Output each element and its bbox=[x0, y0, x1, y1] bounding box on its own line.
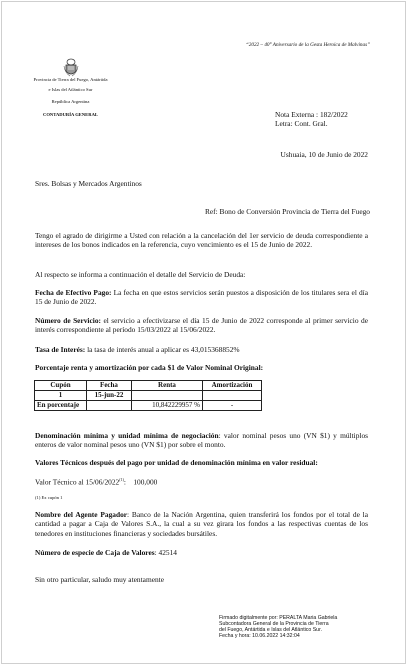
org-line-4: CONTADURÍA GENERAL bbox=[43, 112, 98, 117]
addressee: Sres. Bolsas y Mercados Argentinos bbox=[35, 179, 142, 188]
table-header-cupon: Cupón bbox=[35, 381, 87, 391]
interest-rate-text: la tasa de interés anual a aplicar es 43,015368852% bbox=[85, 345, 240, 354]
denomination-label: Denominación mínima y unidad mínima de negociación bbox=[35, 431, 219, 440]
signature-line-4: Fecha y hora: 10.06.2022 14:32:04 bbox=[219, 633, 300, 639]
digital-signature bbox=[219, 615, 337, 639]
note-letter: Letra: Cont. Gral. bbox=[275, 119, 328, 128]
paying-agent-paragraph bbox=[35, 510, 368, 538]
document-date: Ushuaia, 10 de Junio de 2022 bbox=[280, 150, 368, 159]
interest-rate-paragraph bbox=[35, 345, 368, 354]
payment-date-text: La fecha en que estos servicios serán puestos a disposición de los titulares sera el día 15 de Junio de 2022. bbox=[35, 288, 369, 307]
header-motto: “2022 – 40° Aniversario de la Gesta Heroica de Malvinas” bbox=[245, 42, 370, 48]
table-cell bbox=[203, 391, 262, 401]
footnote: (1) Ex cupón 1 bbox=[35, 495, 63, 500]
denomination-paragraph bbox=[35, 431, 368, 450]
table-cell: 10,842229957 % bbox=[132, 401, 203, 411]
species-number-label: Número de especie de Caja de Valores bbox=[35, 548, 155, 557]
payment-date-paragraph bbox=[35, 288, 368, 307]
technical-values-heading: Valores Técnicos después del pago por unidad de denominación mínima en valor residual: bbox=[35, 458, 318, 467]
signature-line-2: Subcontadora General de la Provincia de Tierra bbox=[219, 621, 329, 627]
service-number-text: el servicio a efectivizarse el día 15 de Junio de 2022 corresponde al primer servicio de interés correspondiente al período 15/03/2022 al 15/06/2022. bbox=[35, 316, 368, 335]
table-cell: - bbox=[203, 401, 262, 411]
technical-value-amount: : 100,000 bbox=[123, 477, 158, 487]
table-header-row bbox=[35, 381, 262, 391]
org-line-1: Provincia de Tierra del Fuego, Antártida bbox=[33, 77, 108, 82]
org-line-2: e Islas del Atlántico Sur bbox=[48, 87, 93, 92]
reference-line: Ref: Bono de Conversión Provincia de Tierra del Fuego bbox=[204, 207, 370, 216]
table-header-amortizacion: Amortización bbox=[203, 381, 262, 391]
paying-agent-label: Nombre del Agente Pagador bbox=[35, 510, 128, 519]
percentage-heading: Porcentaje renta y amortización por cada $1 de Valor Nominal Original: bbox=[35, 363, 264, 372]
intro-paragraph: Tengo el agrado de dirigirme a Usted con relación a la cancelación del 1er servicio de deuda correspondiente a intereses de los bonos indicados en la referencia, cuyo vencimiento es el 15 de Junio de 2022. bbox=[35, 231, 368, 250]
note-reference bbox=[275, 110, 348, 128]
service-number-paragraph bbox=[35, 316, 368, 335]
signature-line-1: Firmado digitalmente por: PERALTA Maria Gabriela bbox=[219, 615, 338, 621]
paying-agent-text: : Banco de la Nación Argentina, quien transferirá los fondos por el total de la cantidad a pagar a Caja de Valores S.A., la cual a su vez girara los fondos a las respectivas cuentas de los tenedores en instituciones financieras y sociedades bursátiles. bbox=[35, 510, 368, 538]
technical-value-label: Valor Técnico al 15/06/2022 bbox=[35, 477, 120, 487]
table-row bbox=[35, 391, 262, 401]
table-cell: 1 bbox=[35, 391, 87, 401]
table-header-renta: Renta bbox=[132, 381, 203, 391]
table-cell: 15-jun-22 bbox=[87, 391, 132, 401]
table-cell bbox=[132, 391, 203, 401]
technical-value-line bbox=[35, 477, 157, 486]
detail-intro: Al respecto se informa a continuación el detalle del Servicio de Deuda: bbox=[35, 270, 246, 279]
table-row bbox=[35, 401, 262, 411]
signature-line-3: del Fuego, Antártida e Islas del Atlántico Sur. bbox=[219, 627, 322, 633]
payment-date-label: Fecha de Efectivo Pago: bbox=[35, 288, 112, 297]
service-number-label: Número de Servicio: bbox=[35, 316, 101, 325]
table-header-fecha: Fecha bbox=[87, 381, 132, 391]
closing-line: Sin otro particular, saludo muy atentamente bbox=[35, 575, 165, 584]
species-number-paragraph bbox=[35, 548, 368, 557]
table-cell bbox=[87, 401, 132, 411]
species-number-text: : 42514 bbox=[154, 548, 177, 557]
coupon-table bbox=[34, 380, 262, 411]
denomination-text: : valor nominal pesos uno (VN $1) y múltiplos enteros de valor nominal pesos uno (VN $1) por sobre el monto. bbox=[35, 431, 369, 450]
interest-rate-label: Tasa de Interés: bbox=[35, 345, 86, 354]
technical-value-footnote-ref: (1) bbox=[119, 477, 124, 482]
table-cell: En porcentaje bbox=[35, 401, 87, 411]
org-line-3: República Argentina bbox=[51, 99, 90, 104]
note-number: Nota Externa : 182/2022 bbox=[275, 110, 348, 119]
